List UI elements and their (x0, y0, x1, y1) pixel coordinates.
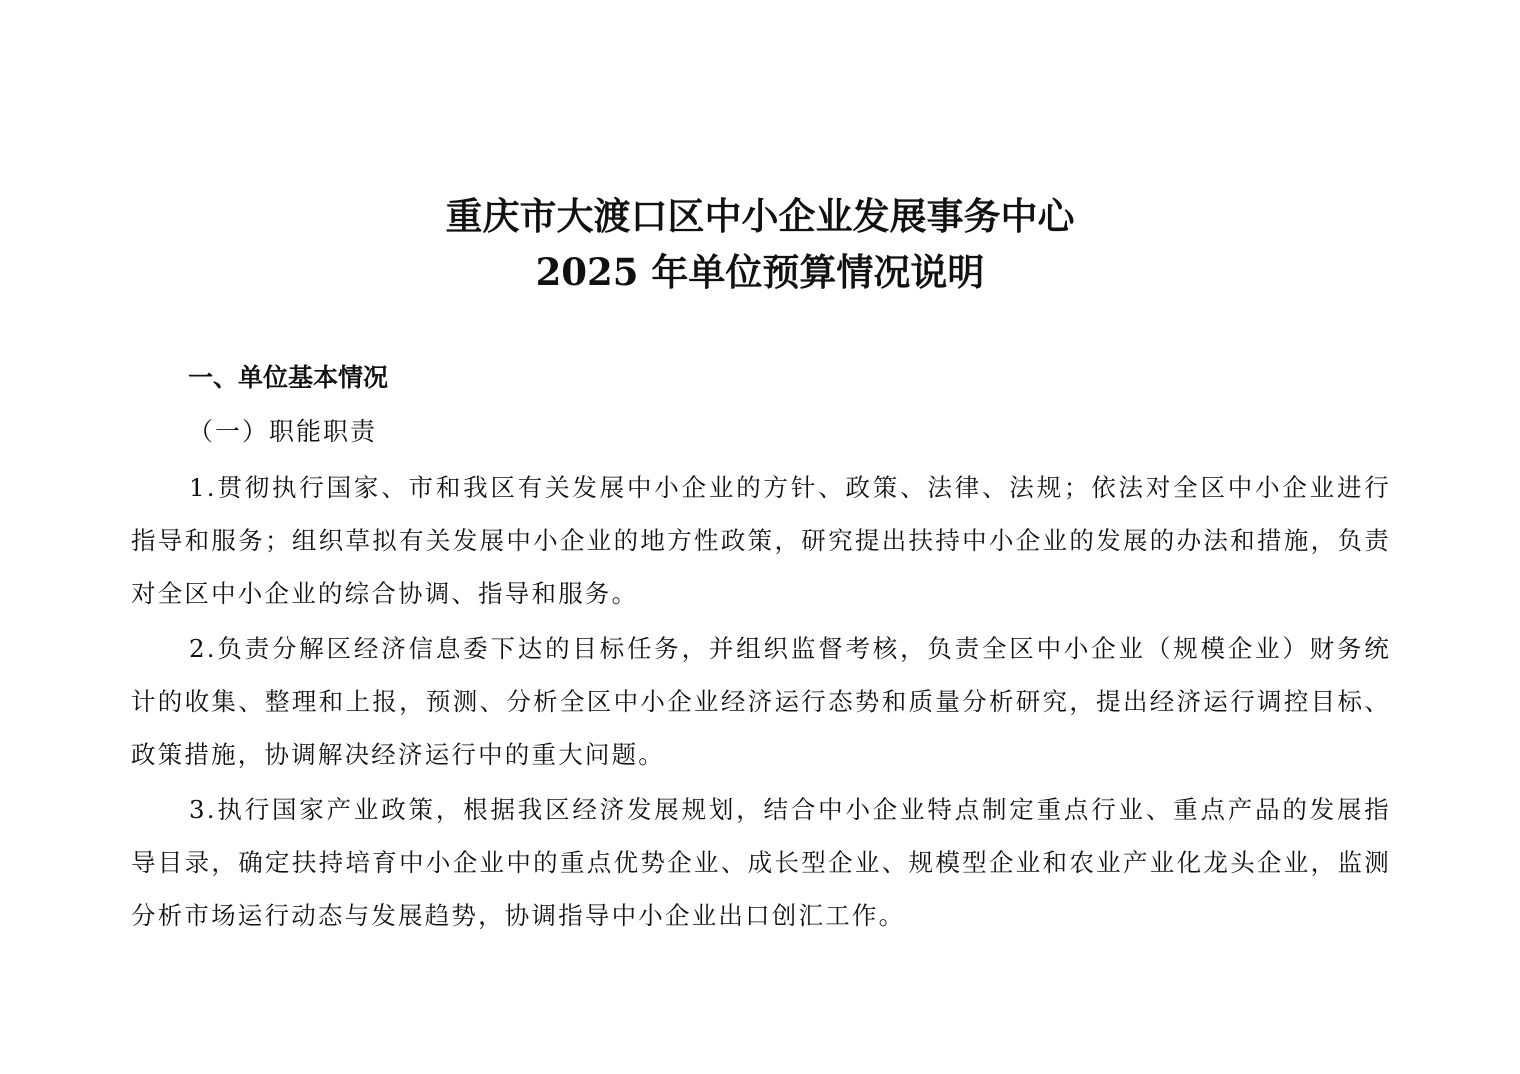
subsection-heading-duties: （一）职能职责 (188, 417, 378, 446)
section-heading-basic-info: 一、单位基本情况 (188, 363, 389, 392)
title-line-1: 重庆市大渡口区中小企业发展事务中心 (445, 194, 1075, 238)
title-line-2: 2025 年单位预算情况说明 (535, 250, 985, 294)
duty-paragraph-2: 2.负责分解区经济信息委下达的目标任务，并组织监督考核，负责全区中小企业（规模企业）财务统计的收集、整理和上报，预测、分析全区中小企业经济运行态势和质量分析研究，提出经济运行调控目标、政策措施，协调解决经济运行中的重大问题。 (131, 634, 1391, 769)
duty-paragraph-3: 3.执行国家产业政策，根据我区经济发展规划，结合中小企业特点制定重点行业、重点产品的发展指导目录，确定扶持培育中小企业中的重点优势企业、成长型企业、规模型企业和农业产业化龙头企业，监测分析市场运行动态与发展趋势，协调指导中小企业出口创汇工作。 (131, 795, 1391, 930)
document-title (0, 188, 1520, 300)
duty-paragraph-1: 1.贯彻执行国家、市和我区有关发展中小企业的方针、政策、法律、法规；依法对全区中小企业进行指导和服务；组织草拟有关发展中小企业的地方性政策，研究提出扶持中小企业的发展的办法和措施，负责对全区中小企业的综合协调、指导和服务。 (131, 473, 1391, 608)
